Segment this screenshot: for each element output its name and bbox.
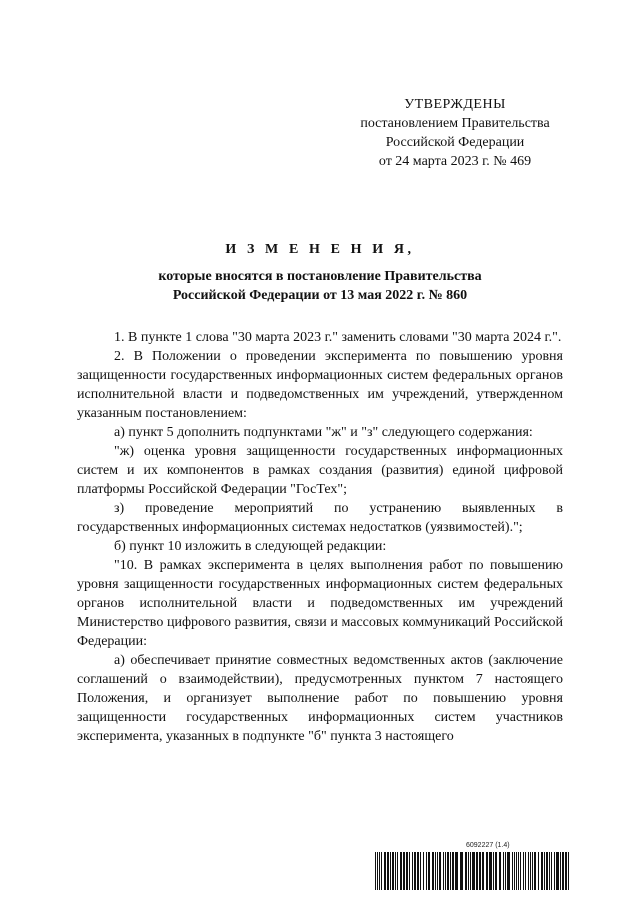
document-subtitle-line-2: Российской Федерации от 13 мая 2022 г. № 860: [172, 288, 468, 303]
approval-title: УТВЕРЖДЕНЫ: [404, 97, 506, 112]
paragraph: а) обеспечивает принятие совместных ведомственных актов (заключение соглашений о взаимодействии), предусмотренных пунктом 7 настоящего Положения, и организует выполнение работ по повышению уровня защищенности государственных информационных систем участников эксперимента, указанных в подпункте "б" пункта 3 настоящего: [77, 653, 563, 744]
paragraph: 2. В Положении о проведении эксперимента по повышению уровня защищенности государственных информационных систем федеральных органов исполнительной власти и подведомственных им учреждений, утвержденном указанным постановлением:: [77, 349, 563, 421]
paragraph: б) пункт 10 изложить в следующей редакции:: [114, 539, 387, 554]
document-barcode: [375, 842, 569, 892]
document-body: [77, 328, 563, 746]
approval-stamp: [340, 95, 570, 171]
approval-line-2: Российской Федерации: [385, 135, 525, 150]
barcode-label: 6092227 (1.4): [466, 842, 510, 849]
paragraph: "ж) оценка уровня защищенности государственных информационных систем и их компонентов в рамках создания (развития) единой цифровой платформы Российской Федерации "ГосТех";: [77, 444, 563, 497]
document-subtitle-line-1: которые вносятся в постановление Правительства: [158, 269, 482, 284]
approval-line-1: постановлением Правительства: [360, 116, 550, 131]
document-subtitle: [0, 267, 640, 305]
paragraph: з) проведение мероприятий по устранению выявленных в государственных информационных системах недостатков (уязвимостей).";: [77, 501, 563, 535]
paragraph: 1. В пункте 1 слова "30 марта 2023 г." заменить словами "30 марта 2024 г.".: [114, 330, 562, 345]
paragraph: а) пункт 5 дополнить подпунктами "ж" и "з" следующего содержания:: [114, 425, 533, 440]
barcode-icon: [375, 852, 569, 890]
document-title: И З М Е Н Е Н И Я,: [225, 242, 415, 257]
paragraph: "10. В рамках эксперимента в целях выполнения работ по повышению уровня защищенности государственных информационных систем федеральных органов исполнительной власти и подведомственных им учреждений Министерство цифрового развития, связи и массовых коммуникаций Российской Федерации:: [77, 558, 563, 649]
approval-line-3: от 24 марта 2023 г. № 469: [378, 154, 532, 169]
